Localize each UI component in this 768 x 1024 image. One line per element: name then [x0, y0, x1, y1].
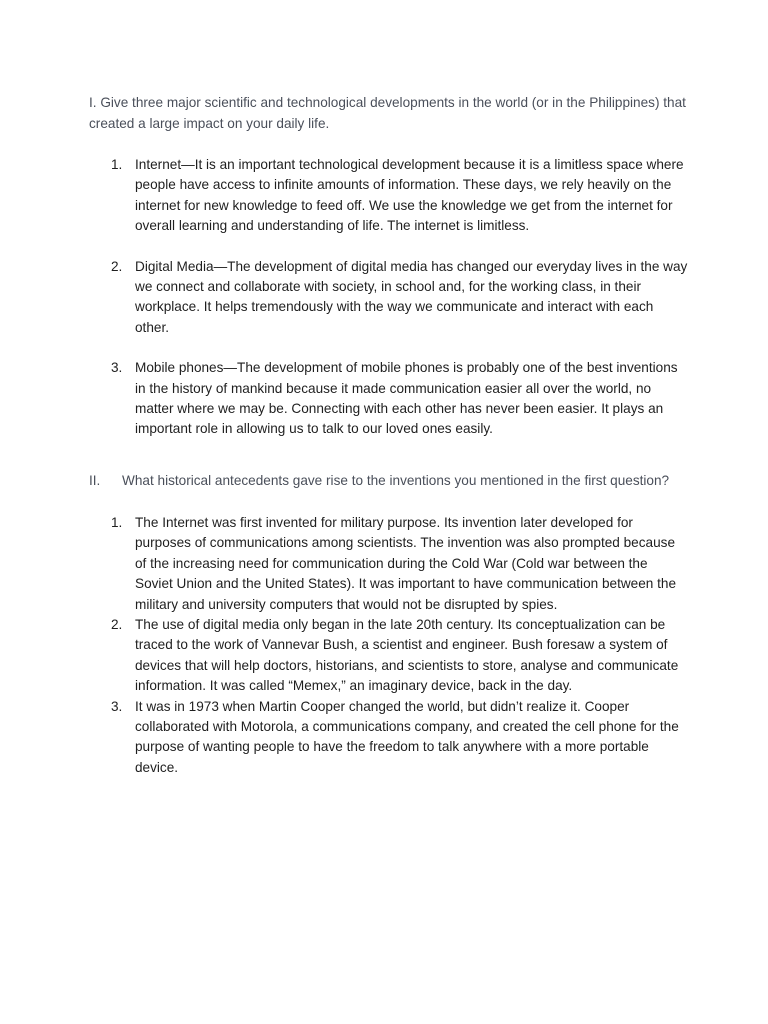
question-1-text: I. Give three major scientific and technological developments in the world (or in the Philippines) that created a large impact on your daily life. — [89, 95, 686, 131]
list-item — [89, 358, 688, 440]
list-item-text: Mobile phones—The development of mobile phones is probably one of the best inventions in the history of mankind because it made communication easier all over the world, no matter where we may be. Connecting with each other has never been easier. It plays an important role in allowing us to talk to our loved ones easily. — [135, 360, 678, 437]
list-item-text: The use of digital media only began in the late 20th century. Its conceptualization can be traced to the work of Vannevar Bush, a scientist and engineer. Bush foresaw a system of devices that will help doctors, historians, and scientists to store, analyse and communicate information. It was called “Memex,” an imaginary device, back in the day. — [135, 616, 679, 694]
question-2-text: What historical antecedents gave rise to the inventions you mentioned in the first question? — [122, 472, 670, 488]
list-item-text: It was in 1973 when Martin Cooper changed the world, but didn’t realize it. Cooper collaborated with Motorola, a communications company, and created the cell phone for the purpose of wanting people to have the freedom to talk anywhere with a more portable device. — [135, 698, 679, 775]
list-item — [89, 697, 688, 779]
answer-list-1 — [89, 155, 688, 440]
answer-list-2 — [89, 513, 688, 778]
question-2-number: II. — [89, 472, 101, 488]
list-item-text: Digital Media—The development of digital media has changed our everyday lives in the way we connect and collaborate with society, in school and, for the working class, in their workplace. It helps tremendously with the way we communicate and interact with each other. — [135, 258, 688, 335]
list-item-number: 3. — [111, 698, 123, 714]
list-item — [89, 155, 688, 237]
question-2 — [89, 470, 688, 491]
list-item-text: Internet—It is an important technological development because it is a limitless space where people have access to infinite amounts of information. These days, we rely heavily on the internet for new knowledge to feed off. We use the knowledge we get from the internet for overall learning and understanding of life. The internet is limitless. — [135, 157, 684, 234]
list-item-number: 2. — [111, 258, 123, 274]
list-item — [89, 513, 688, 615]
list-item-text: The Internet was first invented for military purpose. Its invention later developed for purposes of communications among scientists. The invention was also prompted because of the increasing need for communication during the Cold War (Cold war between the Soviet Union and the United States). It was important to have communication between the military and university computers that would not be disrupted by spies. — [135, 514, 677, 612]
list-item — [89, 615, 688, 697]
list-item-number: 3. — [111, 360, 123, 376]
list-item-number: 2. — [111, 616, 123, 632]
list-item-number: 1. — [111, 157, 123, 172]
list-item-number: 1. — [111, 514, 123, 530]
question-1 — [89, 92, 688, 134]
list-item — [89, 257, 688, 339]
